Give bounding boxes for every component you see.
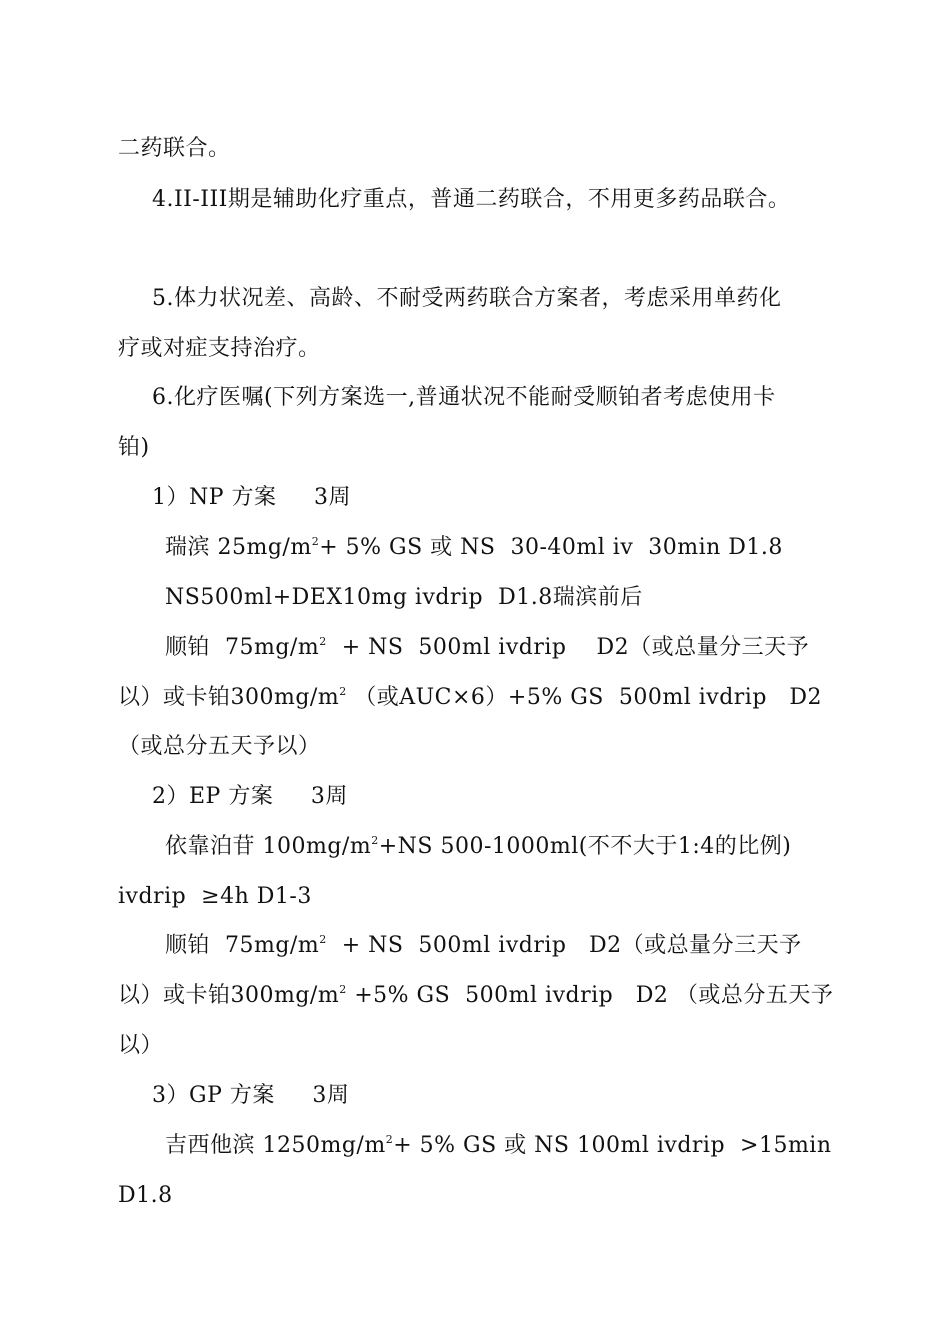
text-line: 2）EP 方案 3周 <box>152 784 348 809</box>
text-line: 以） <box>118 1033 164 1058</box>
text-line: 疗或对症支持治疗。 <box>118 336 321 361</box>
text-line: NS500ml+DEX10mg ivdrip D1.8瑞滨前后 <box>165 585 643 610</box>
text-line: 依靠泊苷 $100mg/m^2+NS$ 500-1000ml(不不大于1:4的比例) <box>165 834 792 859</box>
text-line: 顺铂 $75mg/m^2$ + NS 500ml ivdrip D2（或总量分三天予 <box>165 635 810 660</box>
text-line: 瑞滨 $25mg/m^2+ 5\%$ GS 或 NS 30-40ml iv 30min D1.8 <box>165 535 783 560</box>
text-line: 以）或卡铂$300mg/m^2 +5\%$ GS 500ml ivdrip D2 （或总分五天予 <box>118 983 834 1008</box>
text-line: 顺铂 $75mg/m^2$ + NS 500ml ivdrip D2（或总量分三天予 <box>165 933 802 958</box>
text-line: 4.II-III期是辅助化疗重点，普通二药联合，不用更多药品联合。 <box>152 187 791 212</box>
text-line: 6.化疗医嘱(下列方案选一,普通状况不能耐受顺铂者考虑使用卡 <box>152 385 776 410</box>
text-line: ivdrip ≥4h D1-3 <box>118 884 312 909</box>
text-line: 5.体力状况差、高龄、不耐受两药联合方案者，考虑采用单药化 <box>152 286 782 311</box>
text-line: （或总分五天予以） <box>118 734 321 759</box>
text-line: 1）NP 方案 3周 <box>152 485 352 510</box>
text-line: 铂) <box>118 435 150 460</box>
text-line: 二药联合。 <box>118 136 231 161</box>
text-line: 以）或卡铂$300mg/m^2$ （或AUC×6）+5% GS 500ml ivdrip D2 <box>118 685 823 710</box>
text-line: 3）GP 方案 3周 <box>152 1083 350 1108</box>
text-line: 吉西他滨 $1250mg/m^2+ 5\%$ GS 或 NS 100ml ivdrip >15min <box>165 1133 832 1158</box>
text-line: D1.8 <box>118 1183 173 1208</box>
